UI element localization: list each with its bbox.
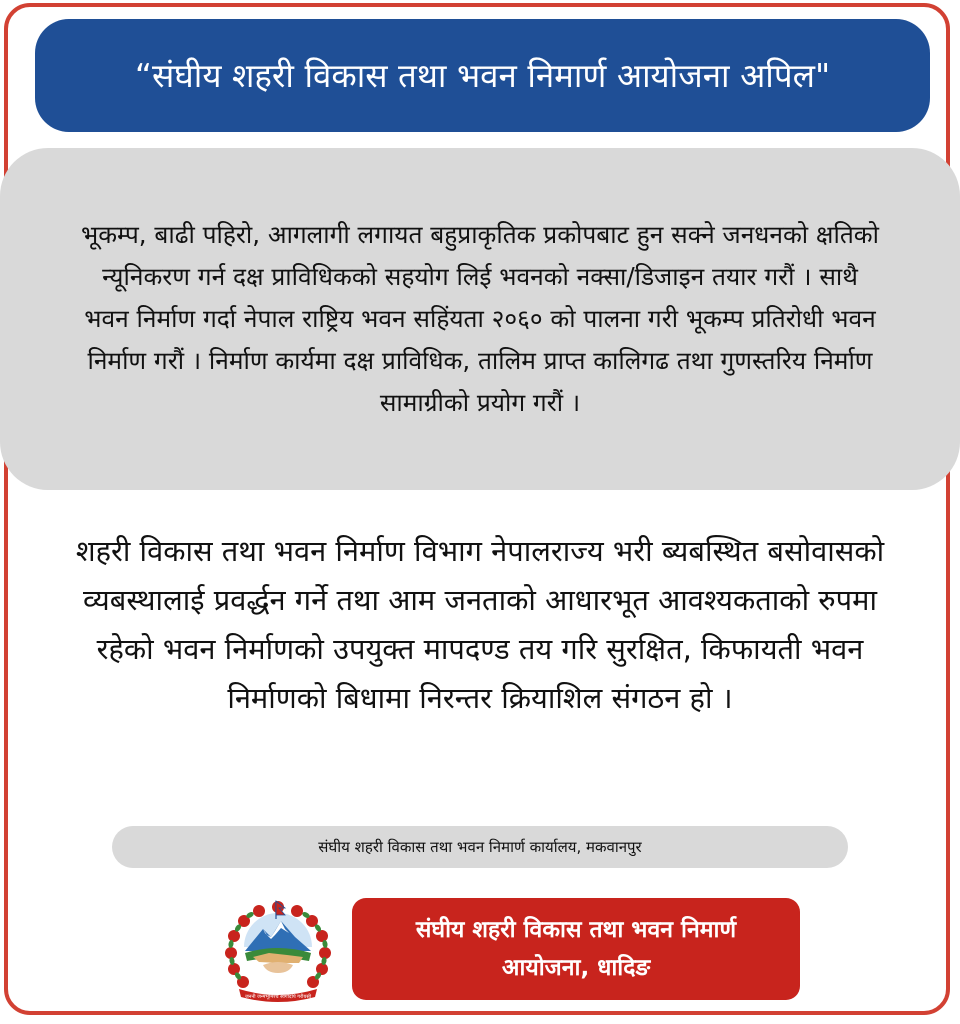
title-banner: [35, 19, 930, 132]
project-name: संघीय शहरी विकास तथा भवन निमार्ण आयोजना, धादिङ: [415, 917, 737, 981]
office-name: संघीय शहरी विकास तथा भवन निमार्ण कार्यालय, मकवानपुर: [318, 838, 642, 856]
appeal-text: भूकम्प, बाढी पहिरो, आगलागी लगायत बहुप्राकृतिक प्रकोपबाट हुन सक्ने जनधनको क्षतिको न्यूनिकरण गर्न दक्ष प्राविधिकको सहयोग लिई भवनको नक्सा/डिजाइन तयार गरौं । साथै भवन निर्माण गर्दा नेपाल राष्ट्रिय भवन सहिंयता २०६० को पालना गरी भूकम्प प्रतिरोधी भवन निर्माण गरौं । निर्माण कार्यमा दक्ष प्राविधिक, तालिम प्राप्त कालिगढ तथा गुणस्तरिय निर्माण सामाग्रीको प्रयोग गरौं ।: [81, 220, 879, 417]
project-name-box: [352, 898, 800, 1000]
emblem-caption: जननी जन्मभूमिश्च स्वर्गादपि गरीयसी: [244, 994, 312, 1000]
nepal-coat-of-arms-icon: [219, 897, 337, 1007]
organization-statement: शहरी विकास तथा भवन निर्माण विभाग नेपालराज्य भरी ब्यबस्थित बसोवासको व्यबस्थालाई प्रवर्द्धन गर्ने तथा आम जनताको आधारभूत आवश्यकताको रुपमा रहेको भवन निर्माणको उपयुक्त मापदण्ड तय गरि सुरक्षित, किफायती भवन निर्माणको बिधामा निरन्तर क्रियाशिल संगठन हो ।: [75, 534, 885, 715]
office-label: [112, 826, 848, 868]
page-title: “संघीय शहरी विकास तथा भवन निमार्ण आयोजना अपिल": [134, 55, 831, 95]
appeal-panel: [0, 148, 960, 490]
